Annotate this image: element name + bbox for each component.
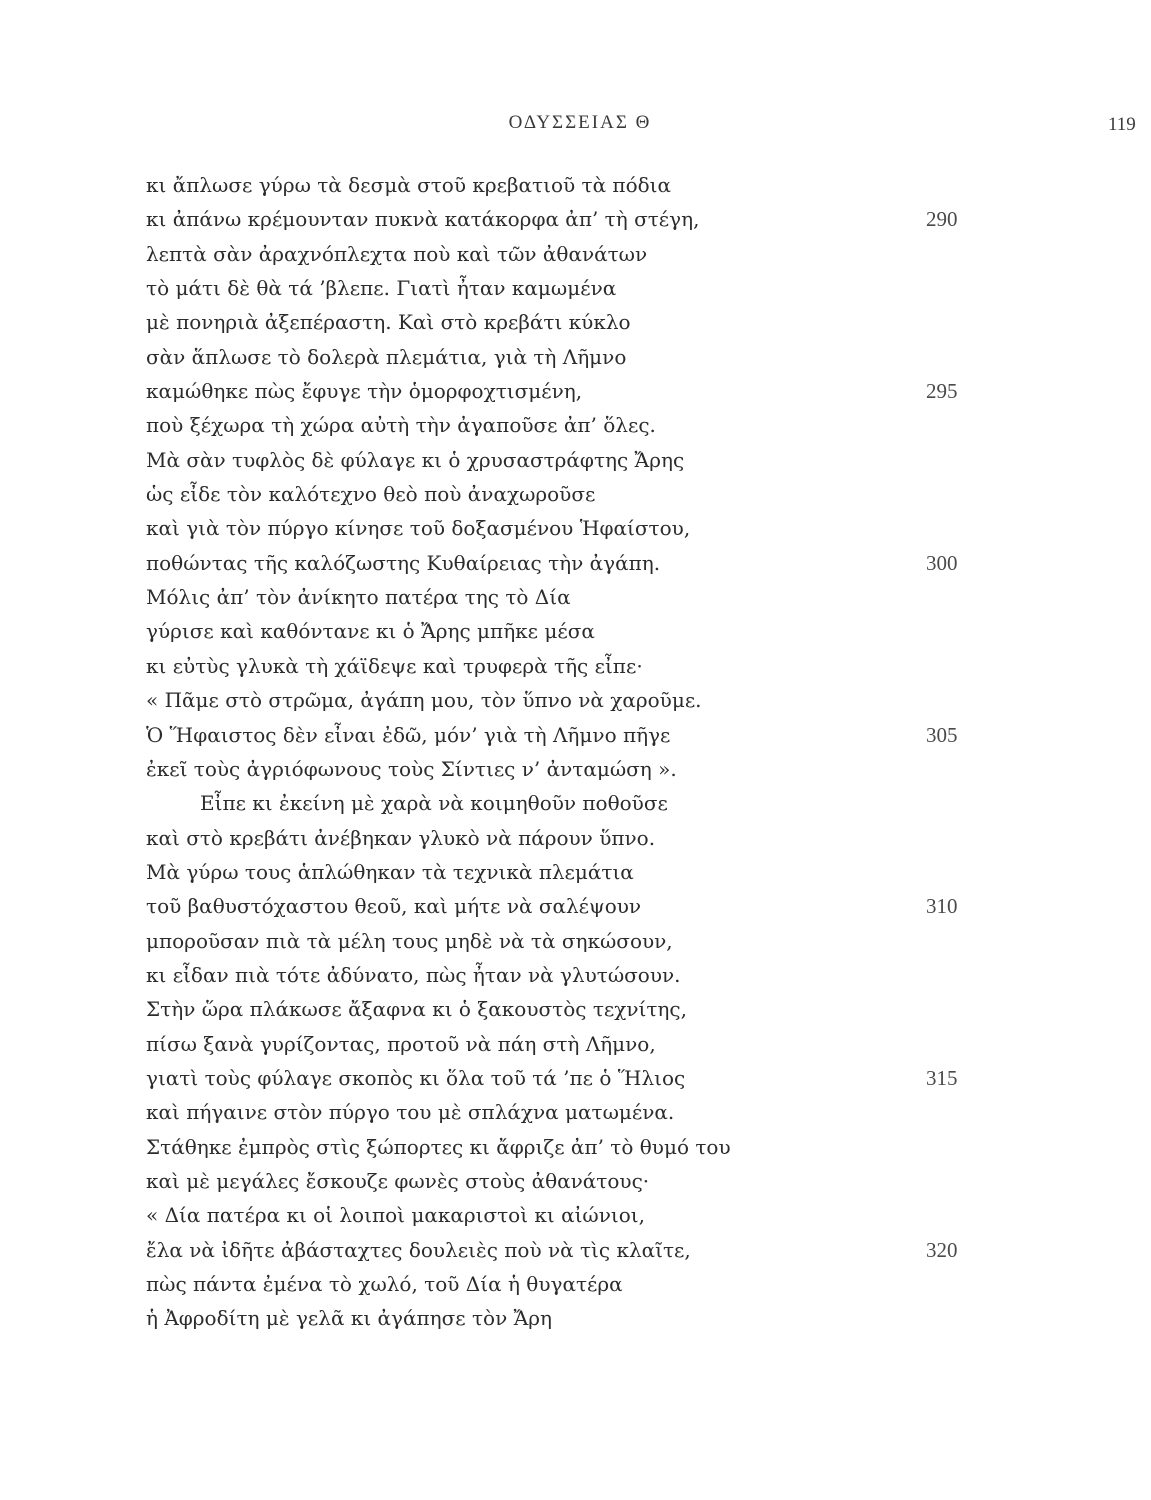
verse-text: μὲ πονηριὰ ἀξεπέραστη. Καὶ στὸ κρεβάτι κύκλο (146, 310, 631, 335)
verse-line (146, 237, 1006, 271)
poem-text-block (146, 168, 1006, 1336)
verse-text: πίσω ξανὰ γυρίζοντας, προτοῦ νὰ πάη στὴ Λῆμνο, (146, 1031, 656, 1056)
verse-text: Εἶπε κι ἐκείνη μὲ χαρὰ νὰ κοιμηθοῦν ποθοῦσε (200, 791, 668, 816)
verse-text: κι ἄπλωσε γύρω τὰ δεσμὰ στοῦ κρεβατιοῦ τὰ πόδια (146, 173, 672, 197)
verse-line (146, 546, 1006, 580)
page-number: 119 (1108, 114, 1136, 135)
verse-text: τοῦ βαθυστόχαστου θεοῦ, καὶ μήτε νὰ σαλέψουν (146, 894, 642, 919)
verse-line (146, 511, 1006, 545)
verse-text: Στάθηκε ἐμπρὸς στὶς ξώπορτες κι ἄφριζε ἀπ’ τὸ θυμό του (146, 1134, 731, 1159)
verse-line (146, 408, 1006, 442)
verse-line (146, 1164, 1006, 1198)
verse-text: ποὺ ξέχωρα τὴ χώρα αὐτὴ τὴν ἀγαποῦσε ἀπ’ ὅλες. (146, 413, 656, 438)
verse-text: ἐκεῖ τοὺς ἀγριόφωνους τοὺς Σίντιες ν’ ἀνταμώση ». (146, 756, 677, 781)
verse-line (146, 614, 1006, 648)
verse-line (146, 443, 1006, 477)
verse-text: Μὰ γύρω τους ἁπλώθηκαν τὰ τεχνικὰ πλεμάτια (146, 859, 634, 884)
line-number: 305 (926, 722, 958, 747)
verse-line (146, 1130, 1006, 1164)
line-number: 295 (926, 379, 958, 404)
verse-text: μποροῦσαν πιὰ τὰ μέλη τους μηδὲ νὰ τὰ σηκώσουν, (146, 928, 673, 953)
verse-line (146, 924, 1006, 958)
verse-line (146, 1095, 1006, 1129)
verse-line (146, 1267, 1006, 1301)
verse-text: πὼς πάντα ἐμένα τὸ χωλό, τοῦ Δία ἡ θυγατέρα (146, 1272, 623, 1296)
verse-line (146, 683, 1006, 717)
line-number: 290 (926, 207, 958, 232)
verse-text: ἔλα νὰ ἰδῆτε ἀβάσταχτες δουλειὲς ποὺ νὰ τὶς κλαῖτε, (146, 1237, 691, 1262)
verse-line (146, 1027, 1006, 1061)
verse-text: Μὰ σὰν τυφλὸς δὲ φύλαγε κι ὁ χρυσαστράφτης Ἄρης (146, 447, 685, 472)
verse-line (146, 992, 1006, 1026)
verse-line (146, 271, 1006, 305)
verse-line (146, 958, 1006, 992)
verse-text: κι εὐτὺς γλυκὰ τὴ χάϊδεψε καὶ τρυφερὰ τῆς εἶπε· (146, 653, 643, 678)
verse-line (146, 889, 1006, 923)
verse-text: καὶ γιὰ τὸν πύργο κίνησε τοῦ δοξασμένου Ἡφαίστου, (146, 516, 691, 541)
verse-line (146, 580, 1006, 614)
verse-line (146, 1301, 1006, 1335)
verse-line (146, 1198, 1006, 1232)
verse-line (146, 305, 1006, 339)
verse-text: ὡς εἶδε τὸν καλότεχνο θεὸ ποὺ ἀναχωροῦσε (146, 482, 596, 507)
verse-line (146, 649, 1006, 683)
verse-text: κι εἶδαν πιὰ τότε ἀδύνατο, πὼς ἦταν νὰ γλυτώσουν. (146, 962, 681, 987)
verse-line (146, 752, 1006, 786)
verse-text: Στὴν ὥρα πλάκωσε ἄξαφνα κι ὁ ξακουστὸς τεχνίτης, (146, 997, 687, 1022)
verse-text: λεπτὰ σὰν ἀραχνόπλεχτα ποὺ καὶ τῶν ἀθανάτων (146, 241, 648, 266)
running-header-title: ΟΔΥΣΣΕΙΑΣ Θ (508, 112, 652, 133)
verse-text: τὸ μάτι δὲ θὰ τά ’βλεπε. Γιατὶ ἦταν καμωμένα (146, 276, 617, 301)
verse-line (146, 786, 1006, 820)
line-number: 315 (926, 1065, 958, 1090)
verse-text: « Δία πατέρα κι οἱ λοιποὶ μακαριστοὶ κι αἰώνιοι, (146, 1203, 645, 1228)
verse-text: ποθώντας τῆς καλόζωστης Κυθαίρειας τὴν ἀγάπη. (146, 550, 661, 575)
verse-text: Μόλις ἀπ’ τὸν ἀνίκητο πατέρα της τὸ Δία (146, 585, 571, 610)
line-number: 300 (926, 550, 958, 575)
verse-text: « Πᾶμε στὸ στρῶμα, ἀγάπη μου, τὸν ὕπνο νὰ χαροῦμε. (146, 688, 702, 713)
verse-text: σὰν ἅπλωσε τὸ δολερὰ πλεμάτια, γιὰ τὴ Λῆμνο (146, 344, 627, 369)
verse-line (146, 855, 1006, 889)
verse-text: ἡ Ἀφροδίτη μὲ γελᾶ κι ἀγάπησε τὸν Ἄρη (146, 1306, 553, 1331)
verse-line (146, 340, 1006, 374)
verse-text: καμώθηκε πὼς ἔφυγε τὴν ὁμορφοχτισμένη, (146, 379, 583, 404)
line-number: 310 (926, 894, 958, 919)
verse-line (146, 1061, 1006, 1095)
verse-line (146, 1233, 1006, 1267)
verse-text: καὶ στὸ κρεβάτι ἀνέβηκαν γλυκὸ νὰ πάρουν ὕπνο. (146, 825, 656, 850)
verse-text: κι ἀπάνω κρέμουνταν πυκνὰ κατάκορφα ἀπ’ τὴ στέγη, (146, 207, 700, 232)
verse-line (146, 202, 1006, 236)
verse-text: Ὁ Ἥφαιστος δὲν εἶναι ἐδῶ, μόν’ γιὰ τὴ Λῆμνο πῆγε (146, 722, 671, 747)
verse-text: καὶ μὲ μεγάλες ἔσκουζε φωνὲς στοὺς ἀθανάτους· (146, 1168, 650, 1193)
verse-line (146, 168, 1006, 202)
verse-text: γιατὶ τοὺς φύλαγε σκοπὸς κι ὅλα τοῦ τά ’πε ὁ Ἥλιος (146, 1065, 686, 1090)
verse-line (146, 718, 1006, 752)
verse-line (146, 821, 1006, 855)
verse-text: καὶ πήγαινε στὸν πύργο του μὲ σπλάχνα ματωμένα. (146, 1100, 675, 1125)
line-number: 320 (926, 1237, 958, 1262)
verse-line (146, 374, 1006, 408)
verse-line (146, 477, 1006, 511)
verse-text: γύρισε καὶ καθόντανε κι ὁ Ἄρης μπῆκε μέσα (146, 619, 595, 644)
